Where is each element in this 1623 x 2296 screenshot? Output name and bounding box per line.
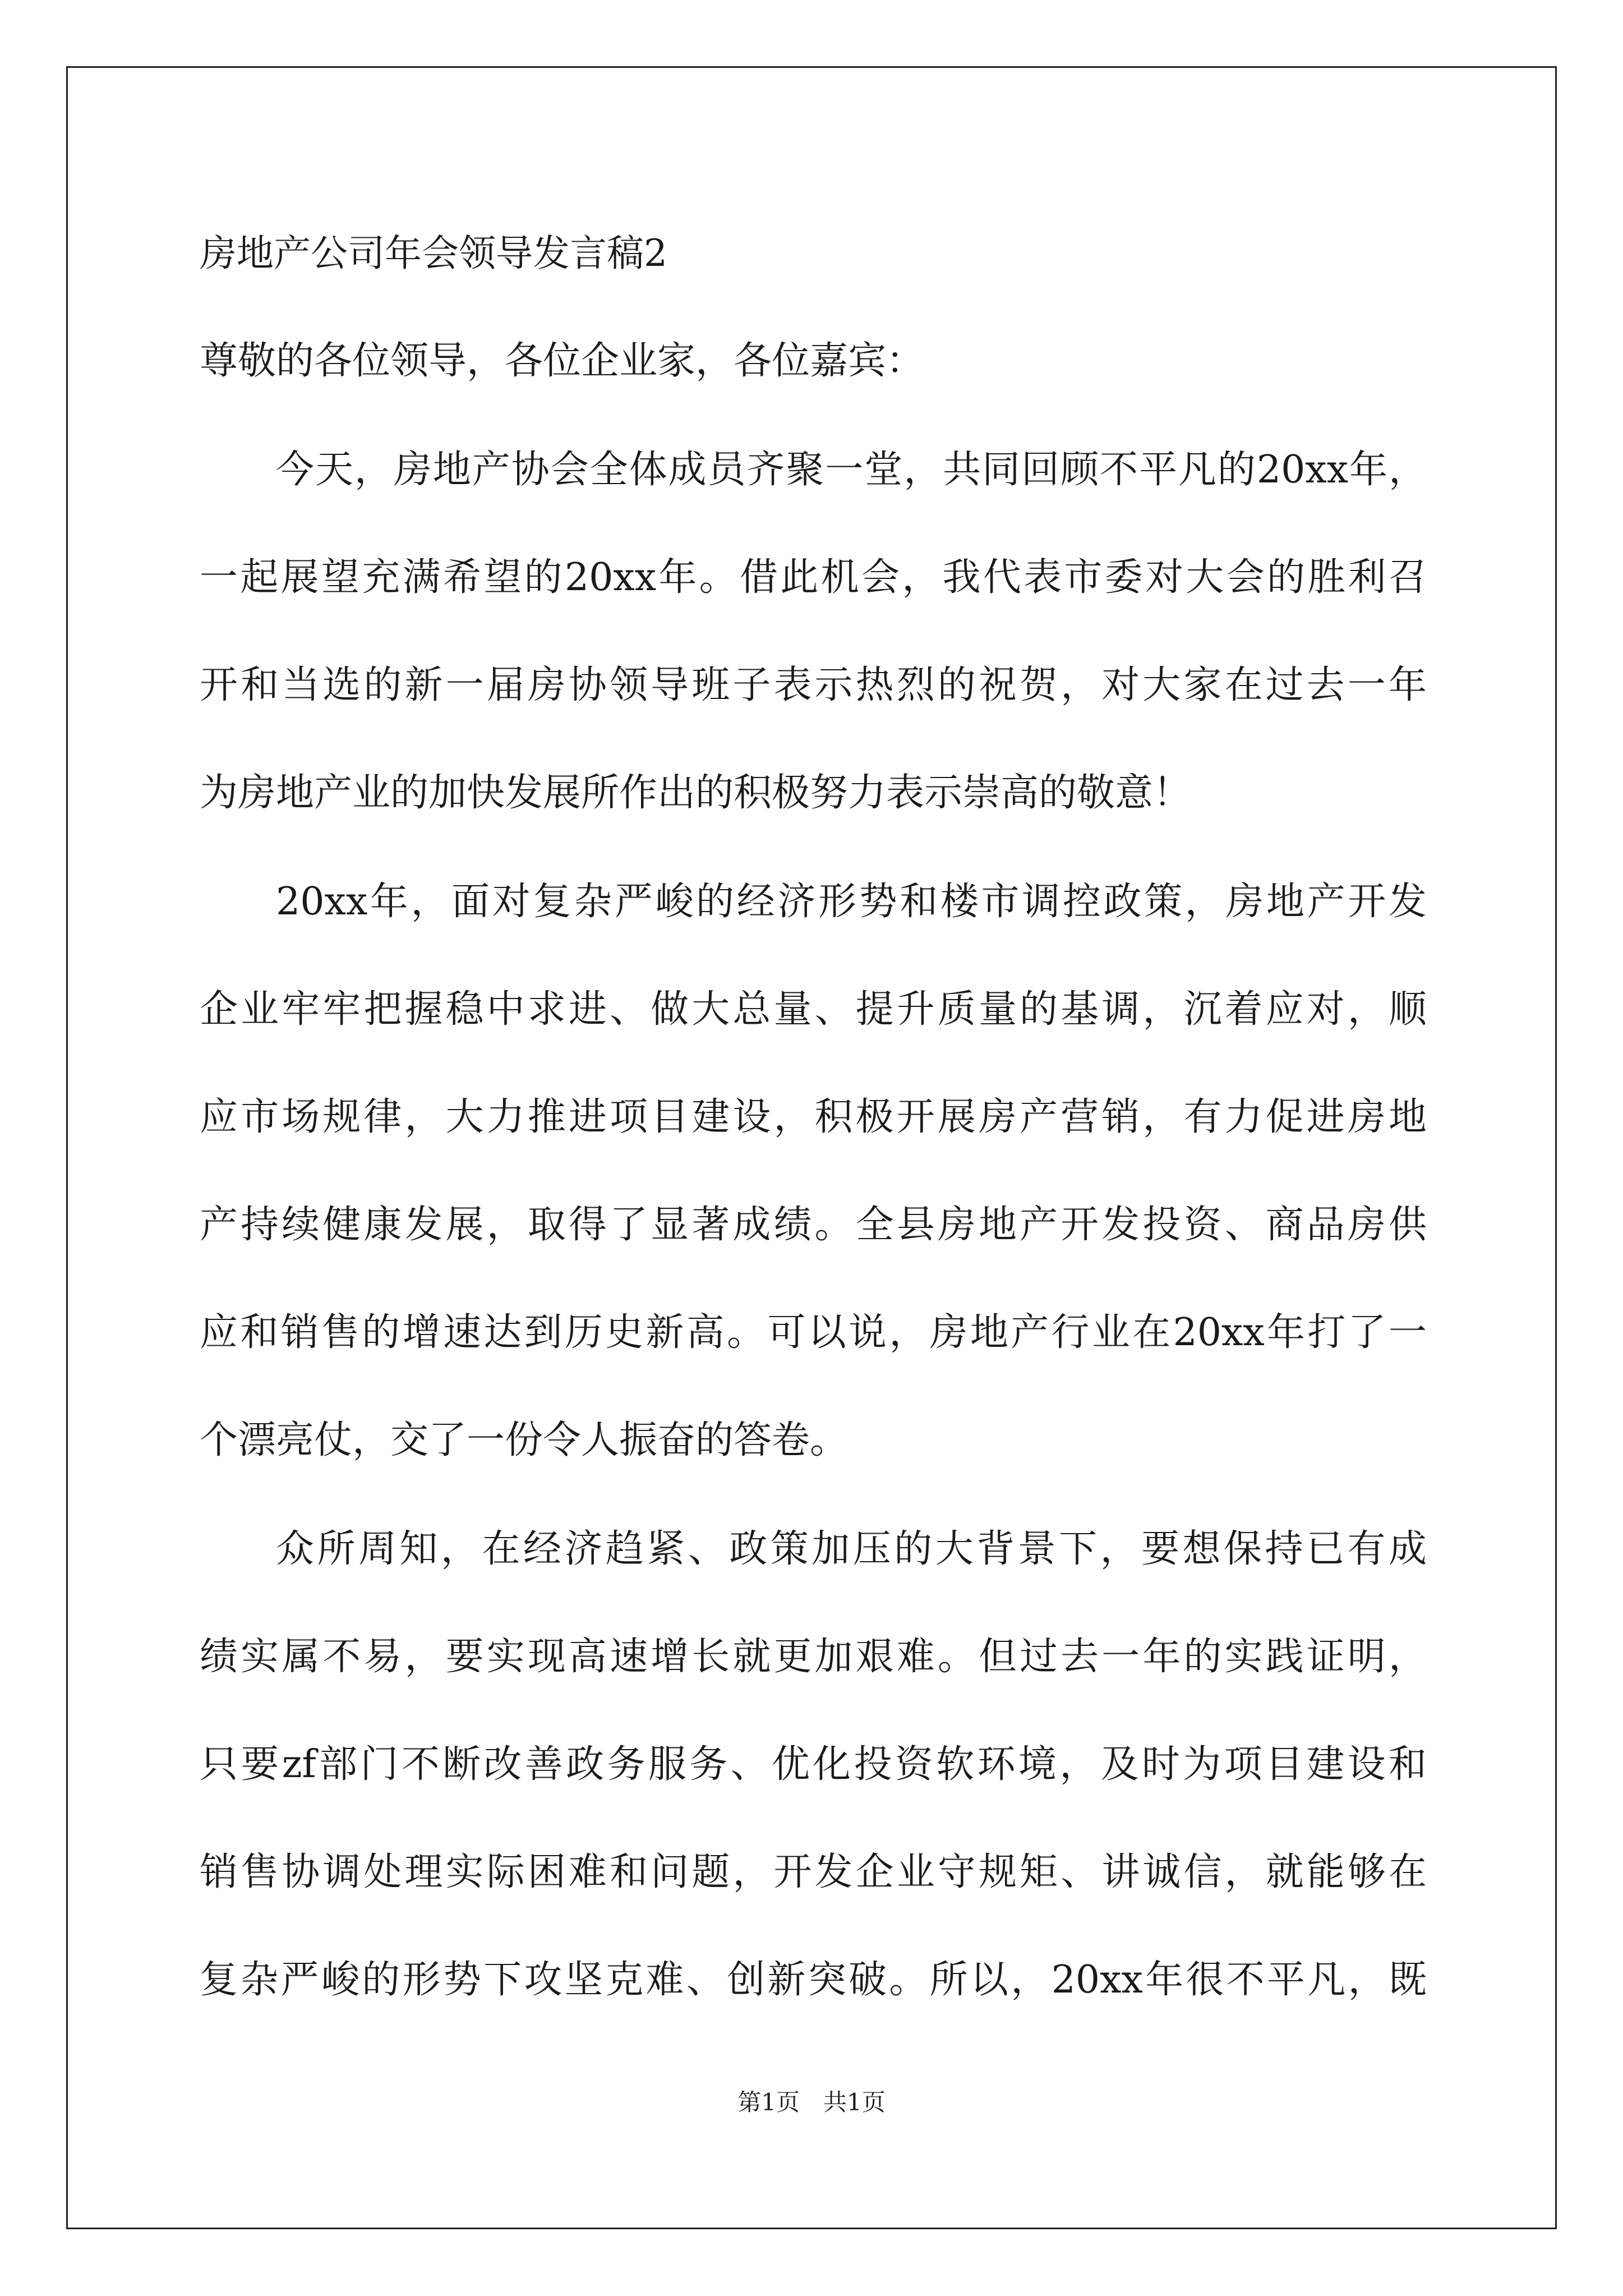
document-title: 房地产公司年会领导发言稿2 (200, 232, 667, 275)
paragraph-line: 众所周知，在经济趋紧、政策加压的大背景下，要想保持已有成 (276, 1527, 1427, 1571)
paragraph-line: 今天，房地产协会全体成员齐聚一堂，共同回顾不平凡的20xx年， (276, 448, 1427, 492)
paragraph-line: 个漂亮仗，交了一份令人振奋的答卷。 (200, 1418, 849, 1462)
paragraph-line: 应和销售的增速达到历史新高。可以说，房地产行业在20xx年打了一 (200, 1310, 1427, 1355)
page-footer: 第1页 共1页 (737, 2088, 886, 2116)
paragraph-line: 一起展望充满希望的20xx年。借此机会，我代表市委对大会的胜利召 (200, 555, 1427, 600)
paragraph-line: 只要zf部门不断改善政务服务、优化投资软环境，及时为项目建设和 (200, 1742, 1427, 1787)
paragraph-line: 绩实属不易，要实现高速增长就更加艰难。但过去一年的实践证明， (200, 1635, 1427, 1679)
paragraph-line: 为房地产业的加快发展所作出的积极努力表示崇高的敬意！ (200, 771, 1192, 815)
salutation: 尊敬的各位领导，各位企业家，各位嘉宾： (200, 339, 925, 383)
paragraph-line: 复杂严峻的形势下攻坚克难、创新突破。所以，20xx年很不平凡，既 (200, 1958, 1427, 2002)
paragraph-line: 20xx年，面对复杂严峻的经济形势和楼市调控政策，房地产开发 (276, 880, 1427, 924)
paragraph-line: 企业牢牢把握稳中求进、做大总量、提升质量的基调，沉着应对，顺 (200, 987, 1427, 1032)
paragraph-line: 应市场规律，大力推进项目建设，积极开展房产营销，有力促进房地 (200, 1095, 1427, 1139)
paragraph-line: 销售协调处理实际困难和问题，开发企业守规矩、讲诚信，就能够在 (200, 1850, 1427, 1894)
page-border (66, 66, 1557, 2229)
paragraph-line: 开和当选的新一届房协领导班子表示热烈的祝贺，对大家在过去一年 (200, 663, 1427, 707)
paragraph-line: 产持续健康发展，取得了显著成绩。全县房地产开发投资、商品房供 (200, 1203, 1427, 1247)
